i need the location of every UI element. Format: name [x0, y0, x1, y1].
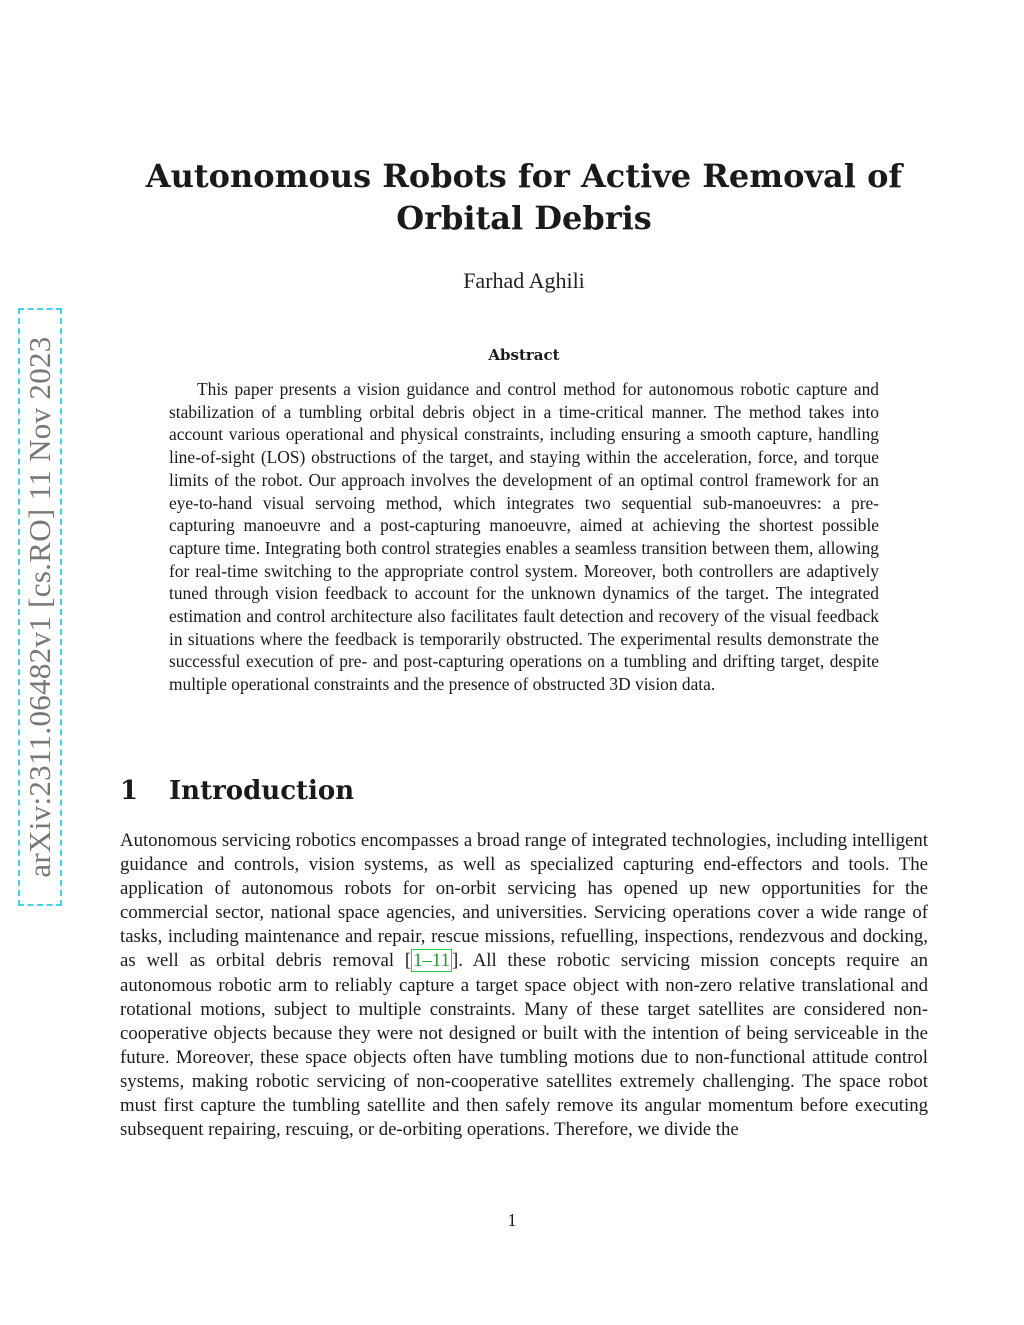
- page-number: 1: [507, 1210, 517, 1230]
- arxiv-identifier-text: arXiv:2311.06482v1 [cs.RO] 11 Nov 2023: [22, 336, 57, 878]
- arxiv-identifier-stamp[interactable]: [18, 308, 62, 906]
- citation-link[interactable]: [411, 949, 452, 972]
- introduction-paragraph: [120, 829, 928, 1142]
- abstract-text: This paper presents a vision guidance and control method for autonomous robotic capture and stabilization of a tumbling orbital debris object in a time-critical manner. The method takes into account various operational and physical constraints, including ensuring a smooth capture, handling line-of-sight (LOS) obstructions of the target, and staying within the acceleration, force, and torque limits of the robot. Our approach involves the development of an optimal control framework for an eye-to-hand visual servoing method, which integrates two sequential sub-manoeuvres: a pre-capturing manoeuvre and a post-capturing manoeuvre, aimed at achieving the shortest possible capture time. Integrating both control strategies enables a seamless transition between them, allowing for real-time switching to the appropriate control system. Moreover, both controllers are adaptively tuned through vision feedback to account for the unknown dynamics of the target. The integrated estimation and control architecture also facilitates fault detection and recovery of the visual feedback in situations where the feedback is temporarily obstructed. The experimental results demonstrate the successful execution of pre- and post-capturing operations on a tumbling and drifting target, despite multiple operational constraints and the presence of obstructed 3D vision data.: [169, 379, 879, 695]
- intro-text-after-citation: . All these robotic servicing mission concepts require an autonomous robotic arm to reliably capture a target space object with non-zero relative translational and rotational motions, subject to multiple constraints. Many of these target satellites are considered non-cooperative objects because they were not designed or built with the intention of being serviceable in the future. Moreover, these space objects often have tumbling motions due to non-functional attitude control systems, making robotic servicing of non-cooperative satellites extremely challenging. The space robot must first capture the tumbling satellite and then safely remove its angular momentum before executing subsequent repairing, rescuing, or de-orbiting operations. Therefore, we divide the: [120, 950, 928, 1141]
- section-heading: [120, 776, 354, 806]
- citation-range: 1–11: [413, 950, 450, 972]
- citation-bracket-close: ]: [452, 950, 459, 972]
- section-number: 1: [120, 776, 139, 806]
- paper-title: Autonomous Robots for Active Removal of Orbital Debris: [145, 157, 903, 237]
- citation-bracket-open: [: [404, 950, 412, 972]
- author-name: Farhad Aghili: [463, 268, 585, 293]
- section-title: Introduction: [169, 776, 355, 806]
- abstract-heading: Abstract: [488, 346, 560, 364]
- intro-text-before-citation: Autonomous servicing robotics encompasses a broad range of integrated technologies, including intelligent guidance and controls, vision systems, as well as specialized capturing end-effectors and tools. The application of autonomous robots for on-orbit servicing has opened up new opportunities for the commercial sector, national space agencies, and universities. Servicing operations cover a wide range of tasks, including maintenance and repair, rescue missions, refuelling, inspections, rendezvous and docking, as well as orbital debris removal: [120, 830, 928, 972]
